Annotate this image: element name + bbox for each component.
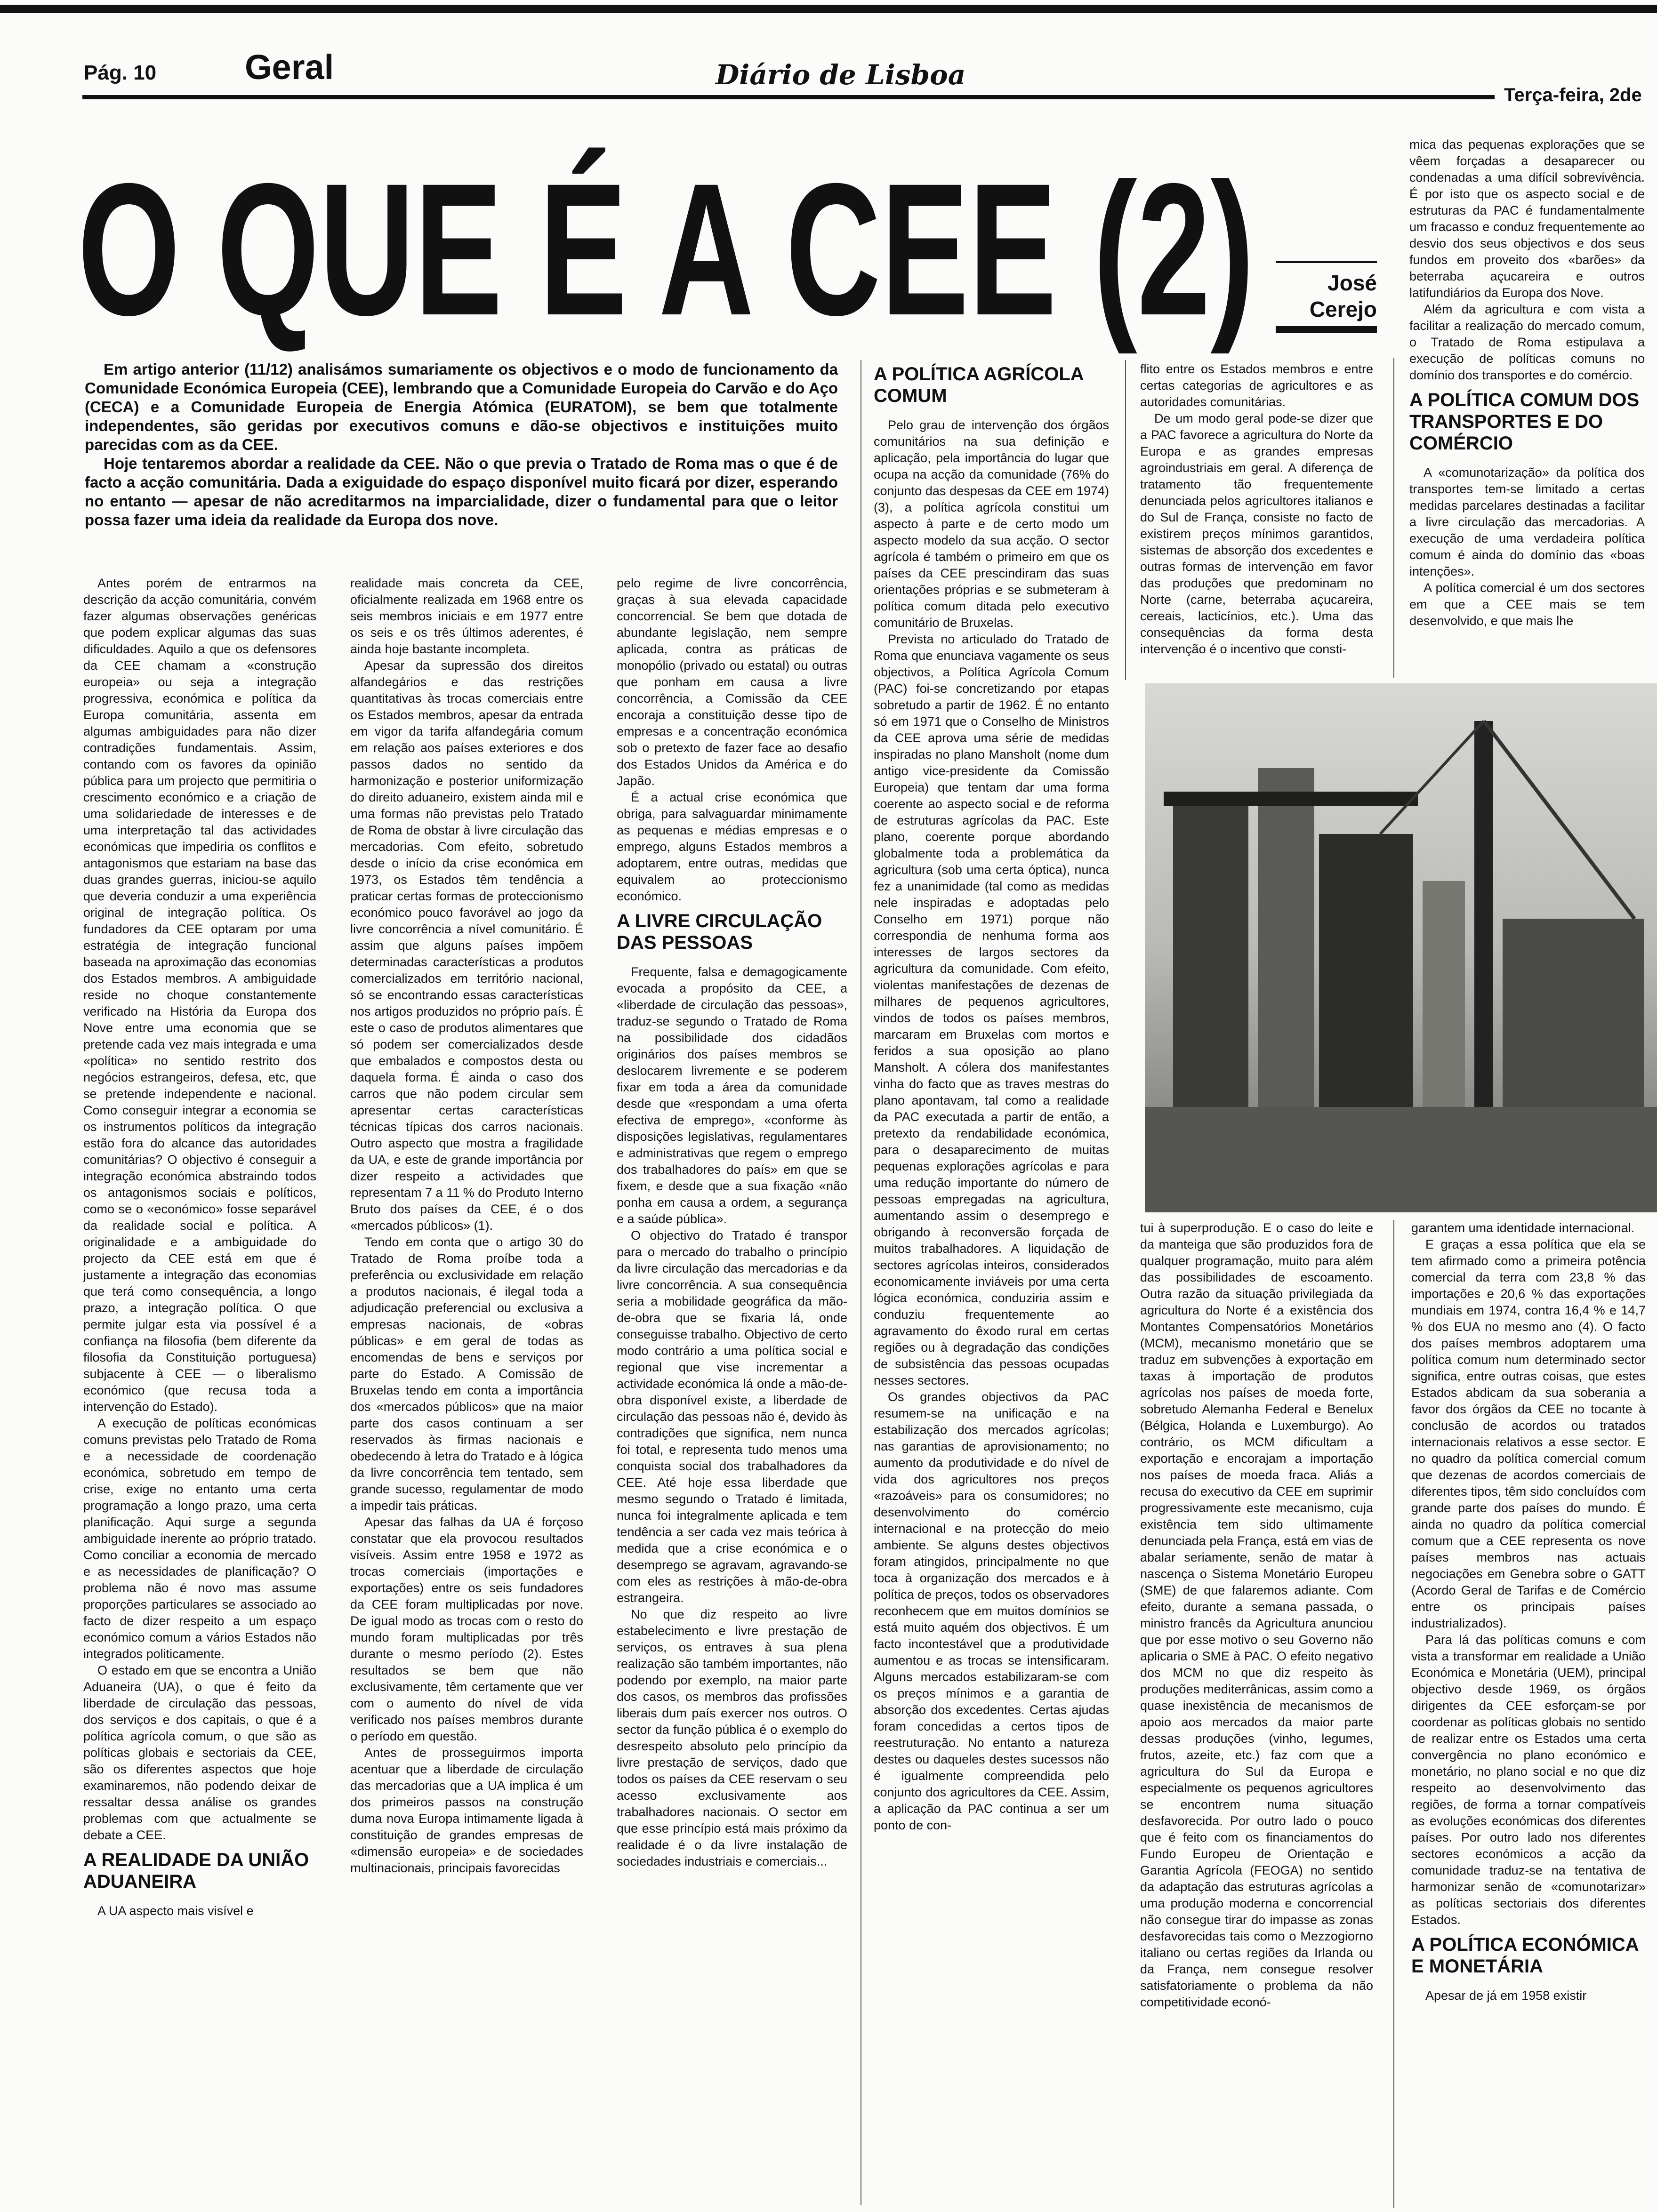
paragraph: Apesar de já em 1958 existir (1425, 1988, 1587, 2003)
masthead: Diário de Lisboa (716, 59, 966, 91)
industrial-structures-image (1145, 683, 1657, 1212)
paragraph: Apesar das falhas da UA é forçoso constatar que ela provocou resultados visíveis. Assim entre 1958 e 1972 as trocas comerciais (importações e exportações) entre os seis fundadores da CEE foram multiplicadas por nove. De igual modo as trocas com o resto do mundo foram multiplicadas por três durante o mesmo período (2). Estes resultados se bem que não exclusivamente, têm certamente que ver com o aumento do nível de vida verificado nos países membros durante o período em questão. (350, 1515, 583, 1743)
column-1 (83, 575, 316, 1919)
subheading-politica-agricola: A POLÍTICA AGRÍCOLA COMUM (874, 364, 1084, 406)
paragraph: realidade mais concreta da CEE, oficialmente realizada em 1968 entre os seis membros iniciais e em 1977 entre os seis e os três últimos aderentes, é ainda hoje bastante incompleta. (350, 576, 583, 656)
lead-p2: Hoje tentaremos abordar a realidade da CEE. Não o que previa o Tratado de Roma mas o que é de facto a acção comunitária. Dada a exiguidade do espaço disponível muito ficará por dizer, esperando no entanto — apesar de não acreditarmos na imparcialidade, dizer o fundamental para que o leitor possa fazer uma ideia da realidade da Europa dos nove. (85, 455, 838, 529)
column-divider (1393, 1220, 1394, 2208)
author-last-name: Cerejo (1309, 297, 1377, 321)
headline: O QUE É A CEE (2) (78, 144, 1255, 354)
headline-area (78, 144, 1269, 354)
header-rule (82, 95, 1495, 99)
paragraph: O estado em que se encontra a União Aduaneira (UA), o que é feito da liberdade de circulação das pessoas, dos serviços e dos capitais, o que é a política agrícola comum, o que são as políticas globais e sectoriais da CEE, são os diferentes aspectos que hoje examinaremos, não podendo deixar de ressaltar dessa análise os grandes problemas com que actualmente se debate a CEE. (83, 1663, 316, 1842)
lead-paragraph (85, 360, 838, 529)
paragraph: Pelo grau de intervenção dos órgãos comunitários na sua definição e aplicação, pela importância do lugar que ocupa na acção da comunidade (76% do conjunto das despesas da CEE em 1974) (3), a política agrícola constitui um aspecto à parte e de certo modo um aspecto modelo da sua acção. O sector agrícola é também o primeiro em que os países da CEE prescindiram das suas orientações próprias e se submeteram à política comum ditada pelo executivo comunitário de Bruxelas. (874, 418, 1109, 630)
paragraph: A política comercial é um dos sectores em que a CEE mais se tem desenvolvido, e que mais lhe (1409, 581, 1645, 628)
column-divider (1393, 358, 1394, 678)
paragraph: A execução de políticas económicas comuns previstas pelo Tratado de Roma e a necessidade de coordenação económica, sobretudo em tempo de crise, exige no entanto uma certa programação a longo prazo, uma certa planificação. Aqui surge a segunda ambiguidade inerente ao próprio tratado. Como conciliar a economia de mercado e as necessidades de planificação? O problema não é novo mas assume proporções particulares se associado ao facto de dizer respeito a um espaço económico comum a vários Estados não integrados politicamente. (83, 1416, 316, 1661)
paragraph: Antes de prosseguirmos importa acentuar que a liberdade de circulação das mercadorias que a UA implica é um dos primeiros passos na construção duma nova Europa intimamente ligada à constituição de grandes empresas de «dimensão europeia» e de sociedades multinacionais, principais favorecidas (350, 1746, 583, 1875)
column-2 (350, 575, 583, 1876)
paragraph: Frequente, falsa e demagogicamente evocada a propósito da CEE, a «liberdade de circulação das pessoas», traduz-se segundo o Tratado de Roma na possibilidade dos cidadãos originários dos países membros se deslocarem livremente e se poderem fixar em toda a área da comunidade desde que «respondam a uma oferta efectiva de emprego», «conforme às disposições legislativas, regulamentares e administrativas que regem o emprego dos trabalhadores do país» em que se fixem, e desde que a sua fixação «não ponha em causa a ordem, a segurança e a saúde pública». (617, 965, 847, 1226)
paragraph: Prevista no articulado do Tratado de Roma que enunciava vagamente os seus objectivos, a Política Agrícola Comum (PAC) foi-se concretizando por etapas sobretudo a partir de 1962. É no entanto só em 1971 que o Conselho de Ministros da CEE aprova uma série de medidas inspiradas no plano Mansholt (nome dum antigo vice-presidente da Comissão Europeia) que tentam dar uma forma coerente ao aspecto social e de reforma de estruturas agrícolas da PAC. Este plano, coerente porque abordando globalmente toda a problemática da agricultura (sob uma certa óptica), nunca fez a unanimidade (tal como as medidas nele inspiradas e adoptadas pelo Conselho em 1971) porque não correspondia de nenhuma forma aos interesses de largos sectores da agricultura da comunidade. Com efeito, violentas manifestações de dezenas de milhares de pequenos agricultores, vindos de todos os países membros, marcaram em Bruxelas com mortos e feridos a sua oposição ao plano Mansholt. A cólera dos manifestantes vinha do facto que as traves mestras do plano apontavam, tal como a realidade da PAC executada a partir de então, a pretexto da rendabilidade económica, para o desaparecimento de muitas pequenas explorações agrícolas e para uma redução importante do número de pessoas empregadas na agricultura, aumentando assim o desemprego e obrigando à reconversão forçada de muitos trabalhadores. A liquidação de sectores agrícolas inteiros, considerados economicamente inviáveis por uma certa lógica económica, conduziria assim e conduziu frequentemente ao agravamento do êxodo rural em certas regiões ou à degradação das condições de subsistência das pessoas ocupadas nesses sectores. (874, 632, 1109, 1387)
column-5-bottom (1140, 1220, 1373, 2011)
column-6-bottom (1411, 1220, 1646, 2004)
paragraph: Para lá das políticas comuns e com vista a transformar em realidade a União Económica e Monetária (UEM), principal objectivo desde 1969, os órgãos dirigentes da CEE esforçam-se por coordenar as políticas globais no sentido de realizar entre os Estados uma certa convergência no plano económico e monetário, no plano social e no que diz respeito ao desenvolvimento das regiões, de forma a tornar compatíveis as evoluções económicas dos diferentes países. Por outro lado nos diferentes sectores económicos a acção da comunidade traduz-se na tentativa de harmonizar senão de «comunotarizar» as políticas sectoriais dos diferentes Estados. (1411, 1633, 1646, 1927)
paragraph: Antes porém de entrarmos na descrição da acção comunitária, convém fazer algumas observações genéricas que podem explicar algumas das suas dificuldades. Aquilo a que os defensores da CEE chamam a «construção europeia» ou seja a integração progressiva, económica e política da Europa comunitária, assenta em algumas ambiguidades para não dizer contradições fundamentais. Assim, contando com os favores da opinião pública para um projecto que permitiria o crescimento económico e a criação de uma solidariedade de interesses e de uma interpretação tal das actividades económicas que impediria os conflitos e antagonismos que estariam na base das duas grandes guerras, iniciou-se aquilo que deveria conduzir a uma experiência original de integração política. Os fundadores da CEE optaram por uma estratégia de integração funcional baseada na aproximação das economias dos Estados membros. A ambiguidade reside no choque constantemente verificado na História da Europa dos Nove entre uma economia que se pretende cada vez mais integrada e uma «política» no sentido restrito dos negócios estrangeiros, defesa, etc, que se pretende independente e nacional. Como conseguir integrar a economia se os instrumentos políticos da integração estão fora do alcance das autoridades comunitárias? O objectivo é conseguir a integração económica abstraindo todos os antagonismos sociais e políticos, como se o «económico» fosse separável da realidade social e política. A originalidade e a ambiguidade do projecto da CEE está em que é justamente a integração das economias que terá como consequência, a longo prazo, a integração política. O que permite julgar esta via possível é a confiança na filosofia (bem diferente da filosofia da Constituição portuguesa) subjacente à CEE — o liberalismo económico (que recusa toda a intervenção do Estado). (83, 576, 316, 1414)
paragraph: E graças a essa política que ela se tem afirmado como a primeira potência comercial da terra com 23,8 % das importações e 20,6 % das exportações mundiais em 1974, contra 16,4 % e 14,7 % dos EUA no mesmo ano (4). O facto dos países membros adoptarem uma política comum num determinado sector significa, entre outras coisas, que estes Estados abdicam da sua soberania a favor dos órgãos da CEE no tocante à conclusão de acordos ou tratados internacionais relativos a esse sector. E no quadro da política comercial comum que dezenas de acordos comerciais de diferentes tipos, têm sido concluídos com grande parte dos países do mundo. É ainda no quadro da política comercial comum que a CEE representa os nove países membros nas actuais negociações em Genebra sobre o GATT (Acordo Geral de Tarifas e de Comércio entre os principais países industrializados). (1411, 1237, 1646, 1630)
paragraph: garantem uma identidade internacional. (1411, 1221, 1635, 1235)
paragraph: De um modo geral pode-se dizer que a PAC favorece a agricultura do Norte da Europa e as grandes empresas agroindustriais em geral. A diferença de tratamento tão frequentemente denunciada pelos agricultores italianos e do Sul de França, consiste no facto de existirem preços mínimos garantidos, sistemas de absorção dos excedentes e outras formas de intervenção em favor das produções que predominam no Norte (carne, beterraba açucareira, cereais, lacticínios, etc.). Uma das consequências da forma desta intervenção é o incentivo que consti- (1140, 411, 1373, 656)
subheading-transportes-comercio: A POLÍTICA COMUM DOS TRANSPORTES E DO COMÉRCIO (1409, 390, 1640, 454)
paragraph: tui à superprodução. E o caso do leite e da manteiga que são produzidos fora de qualquer programação, muito para além das possibilidades de escoamento. Outra razão da situação privilegiada da agricultura do Norte é a existência dos Montantes Compensatórios Monetários (MCM), mecanismo monetário que se traduz em subvenções à exportação em taxas à importação de produtos agrícolas nos países de moeda forte, sobretudo Alemanha Federal e Benelux (Bélgica, Holanda e Luxemburgo). Ao contrário, os MCM dificultam a exportação e encorajam a importação nos países de moeda fraca. Aliás a recusa do executivo da CEE em suprimir progressivamente este mecanismo, cuja existência tem sido ultimamente denunciada pela França, está em vias de abalar seriamente, senão de matar à nascença o Sistema Monetário Europeu (SME) de que falaremos adiante. Com efeito, durante a semana passada, o ministro francês da Agricultura anunciou que por esse motivo o seu Governo não aplicaria o SME à PAC. O efeito negativo dos MCM no que diz respeito às produções mediterrânicas, assim como a quase inexistência de mecanismos de apoio aos mercados da maior parte dessas produções (vinho, legumes, frutos, azeite, etc.) faz com que a agricultura do Sul da Europa e especialmente os pequenos agricultores se encontrem numa situação desfavorecida. Por outro lado o pouco que é feito com os financiamentos do Fundo Europeu de Orientação e Garantia Agrícola (FEOGA) no sentido da adaptação das estruturas agrícolas a uma produção moderna e concorrencial não consegue tirar do impasse as zonas desfavorecidas tais como o Mezzogiorno italiano ou certas regiões da Irlanda ou da França, nem consegue resolver satisfatoriamente o problema da não competitividade econó- (1140, 1221, 1373, 2009)
top-border (0, 5, 1657, 13)
column-3 (617, 575, 847, 1870)
column-4 (874, 363, 1109, 1834)
paragraph: A «comunotarização» da política dos transportes tem-se limitado a certas medidas parcelares destinadas a facilitar a livre circulação das mercadorias. A execução de uma verdadeira política comum é ainda do domínio das «boas intenções». (1409, 465, 1645, 578)
column-5-top (1140, 361, 1373, 657)
paragraph: O objectivo do Tratado é transpor para o mercado do trabalho o princípio da livre circulação das mercadorias e da livre concorrência. A sua consequência seria a mobilidade geográfica da mão-de-obra que se fixaria lá, onde conseguisse trabalho. Objectivo de certo modo contrário a uma política social e regional que vise incrementar a actividade económica lá onde a mão-de-obra disponível existe, a liberdade de circulação das pessoas não é, devido às contradições que significa, nem nunca foi total, e representa tudo menos uma conquista social dos trabalhadores da CEE. Até hoje essa liberdade que mesmo segundo o Tratado é limitada, nunca foi integralmente aplicada e tem tendência a ser cada vez mais teórica à medida que a crise económica e o desemprego se agravam, agravando-se com eles as restrições à mão-de-obra estrangeira. (617, 1228, 847, 1605)
page-number: Pág. 10 (84, 61, 157, 84)
paragraph: flito entre os Estados membros e entre certas categorias de agricultores e as autoridades comunitárias. (1140, 362, 1373, 409)
subheading-circulacao-pessoas: A LIVRE CIRCULAÇÃO DAS PESSOAS (617, 911, 822, 953)
paragraph: Tendo em conta que o artigo 30 do Tratado de Roma proíbe toda a preferência ou exclusividade em relação a produtos nacionais, é ilegal toda a adjudicação preferencial ou exclusiva a empresas nacionais, de «obras públicas» e em geral de todas as encomendas de bens e serviços por parte do Estado. A Comissão de Bruxelas tendo em conta a importância dos «mercados públicos» que na maior parte dos casos continuam a ser reservados às firmas nacionais e obedecendo à letra do Tratado e à lógica da livre concorrência tem tentado, sem grande sucesso, regulamentar de modo a impedir tais práticas. (350, 1235, 583, 1513)
column-6-top (1409, 136, 1645, 629)
paragraph: A UA aspecto mais visível e (97, 1904, 254, 1918)
paragraph: No que diz respeito ao livre estabelecimento e livre prestação de serviços, os entraves à sua plena realização são também importantes, não podendo por exemplo, na maior parte dos casos, os membros das profissões liberais dum país exercer nos outros. O sector da função pública é o exemplo do desrespeito absoluto pelo princípio da livre prestação de serviços, dado que todos os países da CEE reservam o seu acesso exclusivamente aos trabalhadores nacionais. O sector em que esse princípio está mais próximo da realidade é o da livre instalação de sociedades industriais e comerciais... (617, 1607, 847, 1868)
issue-date: Terça-feira, 2de (1504, 85, 1642, 105)
column-divider (1125, 360, 1126, 680)
paragraph: Apesar da supressão dos direitos alfandegários e das restrições quantitativas às trocas comerciais entre os Estados membros, apesar da entrada em vigor da tarifa alfandegária comum em relação aos países exteriores e dos passos dados no sentido da harmonização e posterior uniformização do direito aduaneiro, existem ainda mil e uma formas não previstas pelo Tratado de Roma de obstar à livre circulação das mercadorias. Com efeito, sobretudo desde o início da crise económica em 1973, os Estados têm tendência a praticar certas formas de proteccionismo económico pouco favorável ao jogo da livre concorrência a nível comunitário. É assim que alguns países impõem determinadas características a produtos comercializados em território nacional, só se encontrando essas características nos artigos produzidos no próprio país. É este o caso de produtos alimentares que só podem ser comercializados desde que embalados e compostos desta ou daquela forma. É ainda o caso dos carros que não podem circular sem apresentar certas características técnicas típicas dos carros nacionais. Outro aspecto que mostra a fragilidade da UA, e este de grande importância por dizer respeito a actividades que representam 7 a 11 % do Produto Interno Bruto dos países da CEE, é o dos «mercados públicos» (1). (350, 658, 583, 1233)
paragraph: Os grandes objectivos da PAC resumem-se na unificação e na estabilização dos mercados agrícolas; nas garantias de aprovisionamento; no aumento da produtividade e do nível de vida dos agricultores nos preços «razoáveis» para os consumidores; no desenvolvimento do comércio internacional e na protecção do meio ambiente. Se alguns destes objectivos foram atingidos, principalmente no que toca à organização dos mercados e à política de preços, todos os observadores reconhecem que em muitos domínios se está muito aquém dos objectivos. É um facto incontestável que a produtividade aumentou e as trocas se intensificaram. Alguns mercados estabilizaram-se com os preços mínimos e a garantia de absorção dos excedentes. Certas ajudas foram concedidas a certos tipos de reestruturação. No entanto a natureza destes ou daqueles destes sucessos não é igualmente compreendida pelo conjunto dos agricultores da CEE. Assim, a aplicação da PAC continua a ser um ponto de con- (874, 1390, 1109, 1832)
photo-industrial-silos (1145, 683, 1657, 1212)
author-first-name: José (1327, 271, 1377, 295)
byline (1276, 261, 1377, 333)
subheading-economica-monetaria: A POLÍTICA ECONÓMICA E MONETÁRIA (1411, 1934, 1639, 1977)
paragraph: pelo regime de livre concorrência, graças à sua elevada capacidade concorrencial. Se bem que dotada de abundante legislação, nem sempre aplicada, contra as práticas de monopólio (privado ou estatal) ou outras que ponham em causa a livre concorrência, a Comissão da CEE encoraja a constituição desse tipo de empresas e a concentração económica sob o pretexto de fazer face ao desafio dos Estados Unidos da América e do Japão. (617, 576, 847, 788)
paragraph: Além da agricultura e com vista a facilitar a realização do mercado comum, o Tratado de Roma estipulava a execução de políticas comuns no domínio dos transportes e do comércio. (1409, 302, 1645, 382)
lead-p1: Em artigo anterior (11/12) analisámos sumariamente os objectivos e o modo de funcionamento da Comunidade Económica Europeia (CEE), lembrando que a Comunidade Europeia do Carvão e do Aço (CECA) e a Comunidade Europeia de Energia Atómica (EURATOM), se bem que totalmente independentes, são geridas por executivos comuns e dão-se objectivos e instituições muito parecidas com as da CEE. (85, 361, 838, 453)
paragraph: mica das pequenas explorações que se vêem forçadas a desaparecer ou condenadas a uma difícil sobrevivência. É por isto que os aspecto social e de estruturas da PAC é fundamentalmente um fracasso e conduz frequentemente ao desvio dos seus objectivos e dos seus fundos em proveito dos «barões» da beterraba açucareira e outros latifundiários da Europa dos Nove. (1409, 137, 1645, 300)
paragraph: É a actual crise económica que obriga, para salvaguardar minimamente as pequenas e médias empresas e o emprego, alguns Estados membros a adoptarem, entre outras, medidas que equivalem ao proteccionismo económico. (617, 790, 847, 903)
subheading-uniao-aduaneira: A REALIDADE DA UNIÃO ADUANEIRA (83, 1850, 309, 1892)
section-name: Geral (245, 48, 334, 87)
